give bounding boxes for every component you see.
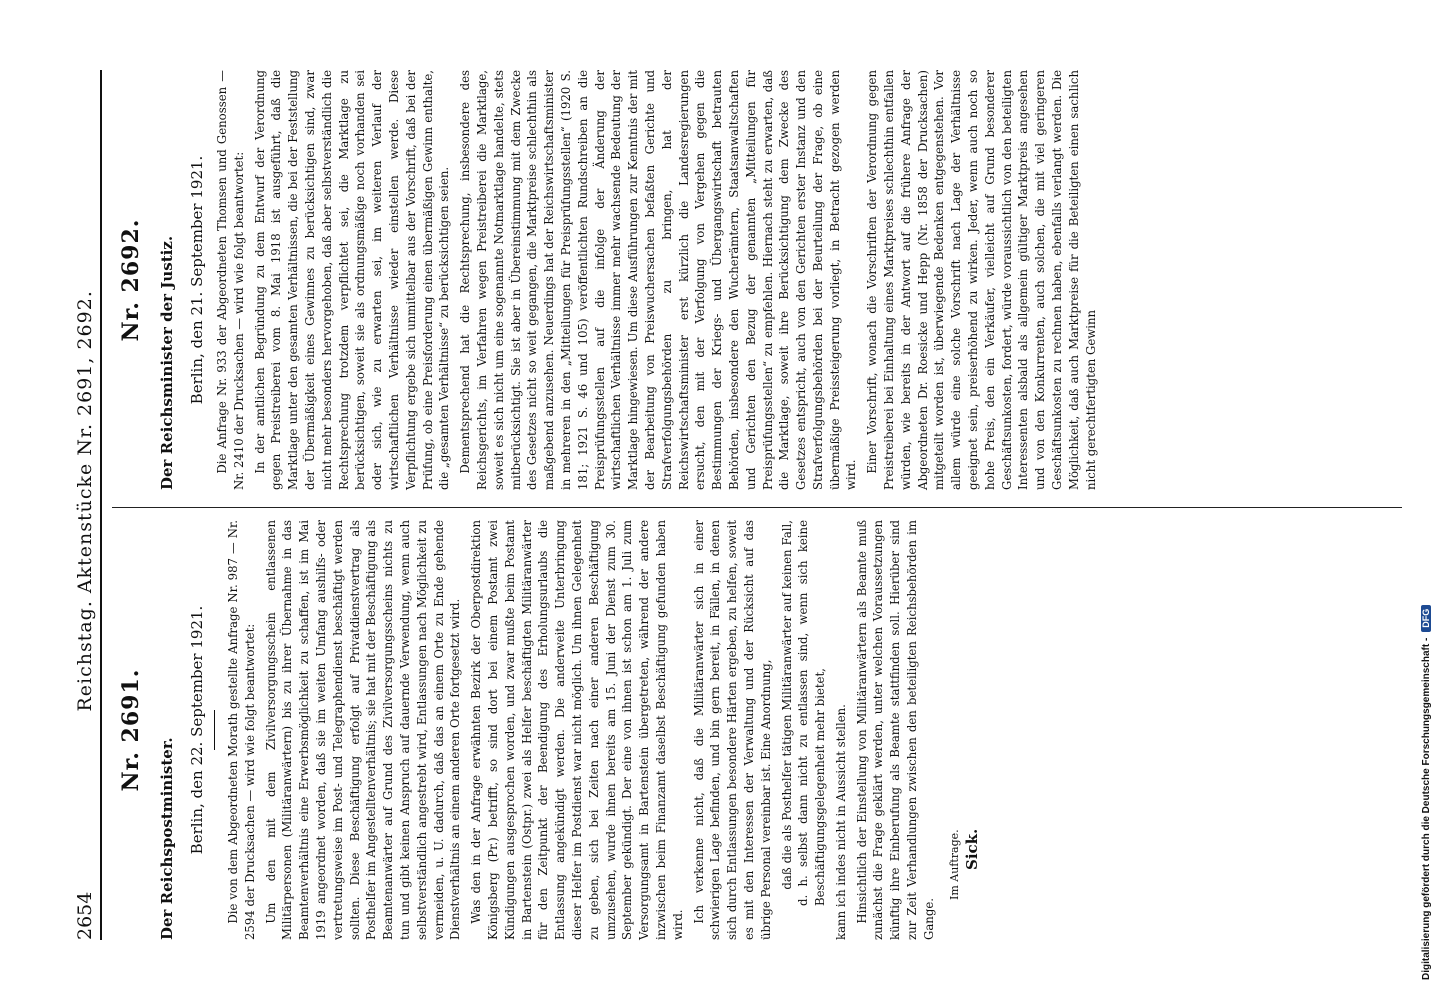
left-column [112,520,991,940]
paragraph: Die von dem Abgeordneten Morath gestellte Anfrage Nr. 987 — Nr. 2594 der Drucksachen — wird wie folgt beantwortet: [226,520,257,940]
separator [214,710,215,750]
page-number: 2654 [74,891,96,940]
paragraph: Ich verkenne nicht, daß die Militäranwärter sich in einer schwierigen Lage befinden, und bin gern bereit, in Fällen, in denen sich durch Entlassungen besondere Härten ergeben, zu helfen, soweit es mit den Interessen der Verwaltung und der Rücksicht auf das übrige Personal vereinbar ist. Eine Anordnung, [691,520,773,940]
paragraph: kann ich indes nicht in Aussicht stellen. [833,704,848,940]
paragraph: Einer Vorschrift, wonach die Vorschriften der Verordnung gegen Preistreiberei bei Einhaltung eines Marktpreises schlechthin entfallen würden, wie bereits in der Antwort auf die frühere Anfrage der Abgeordneten Dr. Roesicke und Hepp (Nr. 1858 der Drucksachen) mitgeteilt worden ist, überwiegende Bedenken entgegenstehen. Vor allem würde eine solche Vorschrift nach Lage der Verhältnisse geeignet sein, preiserhöhend zu wirken. Jeder, wenn auch noch so hohe Preis, den ein Verkäufer, vielleicht auf Grund besonderer Geschäftsunkosten, fordert, würde voraussichtlich von den beteiligten Interessenten alsbald als allgemein gültiger Marktpreis angesehen und von den Konkurrenten, auch solchen, die mit viel geringeren Geschäftsunkosten zu rechnen haben, ebenfalls verlangt werden. Die Möglichkeit, daß auch Marktpreise für die Beteiligten einen sachlich nicht gerechtfertigten Gewinn [865,70,1098,490]
ministry-heading: Der Reichsminister der Justiz. [158,235,176,490]
dateline: Berlin, den 21. September 1921. [188,155,206,405]
signature-prefix: Im Auftrage. [947,829,961,900]
dateline: Berlin, den 22. September 1921. [188,605,206,855]
rotated-page [76,70,1396,940]
paragraph: Hinsichtlich der Einstellung von Militäranwärtern als Beamte muß zunächst die Frage geklärt werden, unter welchen Voraussetzungen künftig ihre Einberufung als Beamte stattfinden soll. Hierüber sind zur Zeit Verhandlungen zwischen den beteiligten Reichsbehörden im Gange. [854,520,936,940]
document-number: Nr. 2692. [118,218,144,342]
running-title: Reichstag. Aktenstücke Nr. 2691, 2692. [74,290,96,712]
paragraph: Um den mit dem Zivilversorgungsschein entlassenen Militärpersonen (Militäranwärtern) bis zu ihrer Übernahme in das Beamtenverhältnis eine Erwerbsmöglichkeit zu schaffen, ist im Mai 1919 angeordnet worden, daß sie im weiten Umfang aushilfs- oder vertretungsweise im Post- und Telegraphendienst beschäftigt werden sollten. Diese Beschäftigung erfolgt auf Privatdienstvertrag als Posthelfer im Angestelltenverhältnis; sie hat mit der Beschäftigung als Beamtenanwärter auf Grund des Zivilversorgungsscheins nichts zu tun und gibt keinen Anspruch auf dauernde Verwendung, wenn auch selbstverständlich angestrebt wird, Entlassungen nach Möglichkeit zu vermeiden, u. U. dadurch, daß das an einem Orte zu Ende gehende Dienstverhältnis an einem anderen Orte fortgesetzt wird. [263,520,463,940]
running-header [76,70,102,940]
paragraph: Dementsprechend hat die Rechtsprechung, insbesondere des Reichsgerichts, im Verfahren wegen Preistreiberei die Marktlage, soweit es sich nicht um eine sogenannte Notmarktlage handelte, stets mitberücksichtigt. Sie ist aber in Übereinstimmung mit dem Zwecke des Gesetzes nicht so weit gegangen, die Marktpreise schlechthin als maßgebend anzusehen. Neuerdings hat der Reichswirtschaftsminister in mehreren in den „Mitteilungen für Preisprüfungsstellen“ (1920 S. 181; 1921 S. 46 und 105) veröffentlichten Rundschreiben an die Preisprüfungsstellen auf die infolge der Änderung der wirtschaftlichen Verhältnisse immer mehr wachsende Bedeutung der Marktlage hingewiesen. Um diese Ausführungen zur Kenntnis der mit der Bearbeitung von Preiswuchersachen befaßten Gerichte und Strafverfolgungsbehörden zu bringen, hat der Reichswirtschaftsminister erst kürzlich die Landesregierungen ersucht, den mit der Verfolgung von Vergehen gegen die Bestimmungen der Kriegs- und Übergangswirtschaft betrauten Behörden, insbesondere den Wucherämtern, Staatsanwaltschaften und Gerichten den Bezug der genannten „Mitteilungen für Preisprüfungsstellen“ zu empfehlen. Hiernach steht zu erwarten, daß die Marktlage, soweit ihre Berücksichtigung dem Zwecke des Gesetzes entspricht, auch von den Gerichten erster Instanz und den Strafverfolgungsbehörden bei der Beurteilung der Frage, ob eine übermäßige Preissteigerung vorliegt, in Betracht gezogen werden wird. [458,70,859,490]
paragraph: In der amtlichen Begründung zu dem Entwurf der Verordnung gegen Preistreiberei vom 8. Mai 1918 ist ausgeführt, daß die Marktlage unter den gesamten Verhältnissen, die bei der Feststellung der Übermäßigkeit eines Gewinnes zu berücksichtigen sind, zwar nicht mehr besonders hervorgehoben, daß aber selbstverständlich die Rechtsprechung trotzdem verpflichtet sei, die Marktlage zu berücksichtigen, soweit sie als ordnungsmäßige noch vorhanden sei oder sich, wie zu erwarten sei, im weiteren Verlauf der wirtschaftlichen Verhältnisse wieder einstellen werde. Diese Verpflichtung ergebe sich unmittelbar aus der Vorschrift, daß bei der Prüfung, ob eine Preisforderung einen übermäßigen Gewinn enthalte, die „gesamten Verhältnisse“ zu berücksichtigen seien. [252,70,452,490]
credit-text: Digitalisierung gefördert durch die Deutsche Forschungsgemeinschaft - [1420,637,1432,980]
dfg-logo: DFG [1421,605,1431,632]
signature-name: Sick. [962,828,981,870]
column-divider [112,507,1402,508]
ministry-heading: Der Reichspostminister. [158,737,176,940]
digitization-credit [1419,0,1433,980]
paragraph: Was den in der Anfrage erwähnten Bezirk der Oberpostdirektion Königsberg (Pr.) betrifft, so sind dort bei einem Postamt zwei Kündigungen ausgesprochen worden, und zwar mußte beim Postamt in Bartenstein (Ostpr.) zwei als Helfer beschäftigten Militäranwärter für den Zeitpunkt der Beendigung des Erholungsurlaubs die Entlassung angekündigt werden. Die anderweite Unterbringung dieser Helfer im Postdienst war nicht möglich. Um ihnen Gelegenheit zu geben, sich bei Zeiten nach einer anderen Beschäftigung umzusehen, wurde ihnen bereits am 15. Juni der Dienst zum 30. September gekündigt. Der eine von ihnen ist schon am 1. Juli zum Versorgungsamt in Bartenstein übergetreten, während der andere inzwischen beim Finanzamt daselbst Beschäftigung gefunden haben wird. [469,520,685,940]
right-column [112,70,1103,490]
quoted-paragraph: daß die als Posthelfer tätigen Militäranwärter auf keinen Fall, d. h. selbst dann nicht zu entlassen sind, wenn sich keine Beschäftigungsgelegenheit mehr bietet, [779,520,828,906]
document-number: Nr. 2691. [118,668,144,792]
paragraph: Die Anfrage Nr. 933 der Abgeordneten Thomsen und Genossen — Nr. 2410 der Drucksachen — wird wie folgt beantwortet: [215,70,246,490]
